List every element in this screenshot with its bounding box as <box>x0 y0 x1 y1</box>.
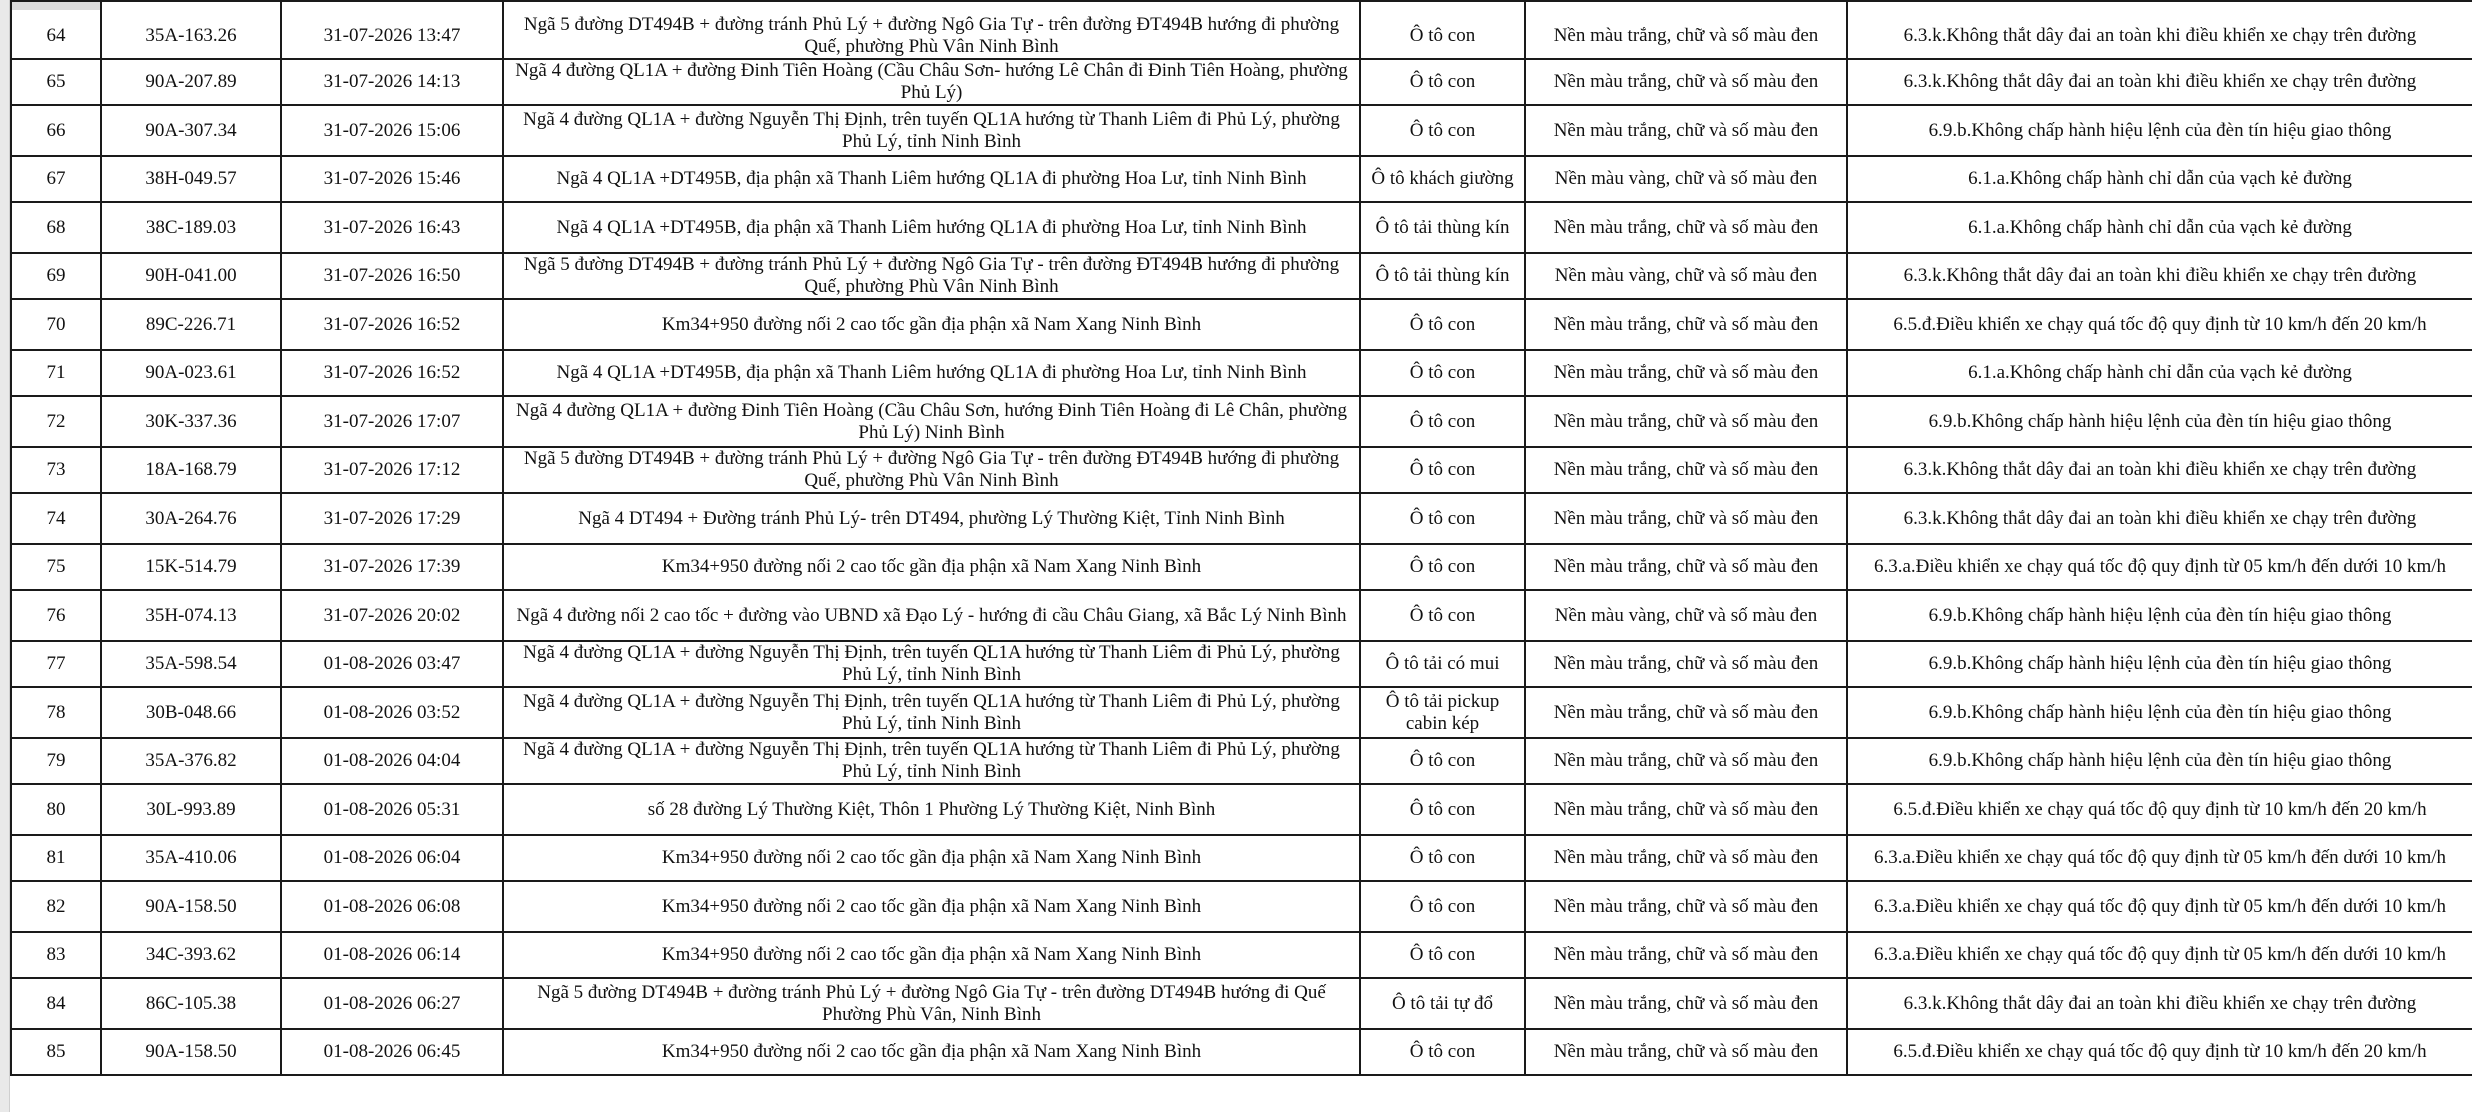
cell-plate-number[interactable]: 89C-226.71 <box>101 299 281 350</box>
cell-violation-time[interactable]: 01-08-2026 06:45 <box>281 1029 503 1075</box>
cell-violation-time[interactable]: 01-08-2026 06:14 <box>281 932 503 978</box>
violations-table <box>10 0 2472 1076</box>
cell-violation[interactable]: 6.9.b.Không chấp hành hiệu lệnh của đèn tín hiệu giao thông <box>1847 687 2472 738</box>
cell-stt[interactable]: 81 <box>11 835 101 881</box>
cell-plate-color[interactable]: Nền màu trắng, chữ và số màu đen <box>1525 641 1847 687</box>
cell-vehicle-type[interactable]: Ô tô con <box>1360 932 1525 978</box>
table-row[interactable] <box>11 784 2472 835</box>
table-row[interactable] <box>11 202 2472 253</box>
cell-vehicle-type[interactable]: Ô tô con <box>1360 299 1525 350</box>
table-body <box>11 1 2472 1075</box>
cell-vehicle-type[interactable]: Ô tô con <box>1360 447 1525 493</box>
cell-stt[interactable]: 84 <box>11 978 101 1029</box>
cell-plate-color[interactable]: Nền màu trắng, chữ và số màu đen <box>1525 299 1847 350</box>
cell-location[interactable]: Ngã 4 QL1A +DT495B, địa phận xã Thanh Liêm hướng QL1A đi phường Hoa Lư, tỉnh Ninh Bình <box>503 202 1360 253</box>
table-row[interactable] <box>11 835 2472 881</box>
cell-violation[interactable]: 6.9.b.Không chấp hành hiệu lệnh của đèn tín hiệu giao thông <box>1847 641 2472 687</box>
cell-location[interactable]: Ngã 4 đường QL1A + đường Đinh Tiên Hoàng (Cầu Châu Sơn- hướng Lê Chân đi Đinh Tiên Hoàng, phường Phủ Lý) <box>503 59 1360 105</box>
cell-stt[interactable]: 64 <box>11 1 101 59</box>
cell-violation[interactable]: 6.1.a.Không chấp hành chỉ dẫn của vạch kẻ đường <box>1847 350 2472 396</box>
table-row[interactable] <box>11 544 2472 590</box>
cell-vehicle-type[interactable]: Ô tô con <box>1360 493 1525 544</box>
cell-stt[interactable]: 76 <box>11 590 101 641</box>
cell-violation[interactable]: 6.3.k.Không thắt dây đai an toàn khi điều khiển xe chạy trên đường <box>1847 978 2472 1029</box>
cell-plate-number[interactable]: 30B-048.66 <box>101 687 281 738</box>
cell-location[interactable]: Ngã 4 DT494 + Đường tránh Phủ Lý- trên DT494, phường Lý Thường Kiệt, Tỉnh Ninh Bình <box>503 493 1360 544</box>
table-row[interactable] <box>11 641 2472 687</box>
cell-violation[interactable]: 6.9.b.Không chấp hành hiệu lệnh của đèn tín hiệu giao thông <box>1847 396 2472 447</box>
cell-vehicle-type[interactable]: Ô tô tải thùng kín <box>1360 253 1525 299</box>
cell-plate-number[interactable]: 35A-163.26 <box>101 1 281 59</box>
cell-plate-color[interactable]: Nền màu trắng, chữ và số màu đen <box>1525 978 1847 1029</box>
cell-stt[interactable]: 70 <box>11 299 101 350</box>
cell-violation-time[interactable]: 01-08-2026 03:47 <box>281 641 503 687</box>
cell-location[interactable]: số 28 đường Lý Thường Kiệt, Thôn 1 Phường Lý Thường Kiệt, Ninh Bình <box>503 784 1360 835</box>
cell-location[interactable]: Ngã 5 đường DT494B + đường tránh Phủ Lý + đường Ngô Gia Tự - trên đường ĐT494B hướng đi phường Quế, phường Phù Vân Ninh Bình <box>503 1 1360 59</box>
cell-stt[interactable]: 69 <box>11 253 101 299</box>
cell-violation[interactable]: 6.3.a.Điều khiển xe chạy quá tốc độ quy định từ 05 km/h đến dưới 10 km/h <box>1847 835 2472 881</box>
cell-location[interactable]: Km34+950 đường nối 2 cao tốc gần địa phận xã Nam Xang Ninh Bình <box>503 881 1360 932</box>
cell-location[interactable]: Ngã 4 QL1A +DT495B, địa phận xã Thanh Liêm hướng QL1A đi phường Hoa Lư, tỉnh Ninh Bình <box>503 156 1360 202</box>
cell-violation[interactable]: 6.5.đ.Điều khiển xe chạy quá tốc độ quy định từ 10 km/h đến 20 km/h <box>1847 299 2472 350</box>
table-row[interactable] <box>11 590 2472 641</box>
cell-location[interactable]: Km34+950 đường nối 2 cao tốc gần địa phận xã Nam Xang Ninh Bình <box>503 932 1360 978</box>
page-edge <box>2472 0 2486 1112</box>
cell-vehicle-type[interactable]: Ô tô khách giường <box>1360 156 1525 202</box>
cell-stt[interactable]: 73 <box>11 447 101 493</box>
cell-plate-color[interactable]: Nền màu vàng, chữ và số màu đen <box>1525 156 1847 202</box>
cell-location[interactable]: Ngã 4 đường QL1A + đường Đinh Tiên Hoàng (Cầu Châu Sơn, hướng Đinh Tiên Hoàng đi Lê Chân, phường Phủ Lý) Ninh Bình <box>503 396 1360 447</box>
cell-vehicle-type[interactable]: Ô tô con <box>1360 1029 1525 1075</box>
table-row[interactable] <box>11 493 2472 544</box>
cell-violation[interactable]: 6.3.k.Không thắt dây đai an toàn khi điều khiển xe chạy trên đường <box>1847 493 2472 544</box>
cell-violation[interactable]: 6.3.k.Không thắt dây đai an toàn khi điều khiển xe chạy trên đường <box>1847 1 2472 59</box>
table-row[interactable] <box>11 932 2472 978</box>
cell-violation[interactable]: 6.5.đ.Điều khiển xe chạy quá tốc độ quy định từ 10 km/h đến 20 km/h <box>1847 784 2472 835</box>
cell-vehicle-type[interactable]: Ô tô con <box>1360 738 1525 784</box>
cell-stt[interactable]: 83 <box>11 932 101 978</box>
cell-plate-number[interactable]: 35H-074.13 <box>101 590 281 641</box>
cell-plate-number[interactable]: 35A-376.82 <box>101 738 281 784</box>
cell-violation[interactable]: 6.9.b.Không chấp hành hiệu lệnh của đèn tín hiệu giao thông <box>1847 105 2472 156</box>
cell-violation-time[interactable]: 31-07-2026 16:52 <box>281 299 503 350</box>
cell-violation-time[interactable]: 01-08-2026 03:52 <box>281 687 503 738</box>
cell-plate-color[interactable]: Nền màu vàng, chữ và số màu đen <box>1525 590 1847 641</box>
cell-plate-number[interactable]: 30K-337.36 <box>101 396 281 447</box>
cell-violation[interactable]: 6.9.b.Không chấp hành hiệu lệnh của đèn tín hiệu giao thông <box>1847 738 2472 784</box>
cell-violation[interactable]: 6.3.a.Điều khiển xe chạy quá tốc độ quy định từ 05 km/h đến dưới 10 km/h <box>1847 932 2472 978</box>
table-row[interactable] <box>11 881 2472 932</box>
cell-plate-color[interactable]: Nền màu trắng, chữ và số màu đen <box>1525 687 1847 738</box>
cell-vehicle-type[interactable]: Ô tô con <box>1360 835 1525 881</box>
cell-stt[interactable]: 74 <box>11 493 101 544</box>
cell-location[interactable]: Ngã 4 QL1A +DT495B, địa phận xã Thanh Liêm hướng QL1A đi phường Hoa Lư, tỉnh Ninh Bình <box>503 350 1360 396</box>
cell-violation-time[interactable]: 31-07-2026 17:29 <box>281 493 503 544</box>
cell-plate-number[interactable]: 90A-158.50 <box>101 1029 281 1075</box>
cell-plate-color[interactable]: Nền màu trắng, chữ và số màu đen <box>1525 396 1847 447</box>
cell-stt[interactable]: 78 <box>11 687 101 738</box>
table-row[interactable] <box>11 1 2472 59</box>
cell-location[interactable]: Ngã 4 đường QL1A + đường Nguyễn Thị Định, trên tuyến QL1A hướng từ Thanh Liêm đi Phủ Lý, phường Phủ Lý, tỉnh Ninh Bình <box>503 738 1360 784</box>
cell-plate-number[interactable]: 18A-168.79 <box>101 447 281 493</box>
cell-violation[interactable]: 6.3.k.Không thắt dây đai an toàn khi điều khiển xe chạy trên đường <box>1847 447 2472 493</box>
cell-violation-time[interactable]: 01-08-2026 04:04 <box>281 738 503 784</box>
cell-violation-time[interactable]: 31-07-2026 17:07 <box>281 396 503 447</box>
cell-plate-color[interactable]: Nền màu trắng, chữ và số màu đen <box>1525 105 1847 156</box>
cell-plate-number[interactable]: 90A-158.50 <box>101 881 281 932</box>
cell-plate-number[interactable]: 15K-514.79 <box>101 544 281 590</box>
cell-stt[interactable]: 80 <box>11 784 101 835</box>
cell-location[interactable]: Ngã 5 đường DT494B + đường tránh Phủ Lý + đường Ngô Gia Tự - trên đường ĐT494B hướng đi phường Quế, phường Phù Vân Ninh Bình <box>503 253 1360 299</box>
cell-location[interactable]: Ngã 4 đường QL1A + đường Nguyễn Thị Định, trên tuyến QL1A hướng từ Thanh Liêm đi Phủ Lý, phường Phủ Lý, tỉnh Ninh Bình <box>503 105 1360 156</box>
cell-plate-color[interactable]: Nền màu vàng, chữ và số màu đen <box>1525 253 1847 299</box>
cell-location[interactable]: Ngã 5 đường DT494B + đường tránh Phủ Lý + đường Ngô Gia Tự - trên đường DT494B hướng đi Quế Phường Phù Vân, Ninh Bình <box>503 978 1360 1029</box>
cell-location[interactable]: Ngã 4 đường QL1A + đường Nguyễn Thị Định, trên tuyến QL1A hướng từ Thanh Liêm đi Phủ Lý, phường Phủ Lý, tỉnh Ninh Bình <box>503 687 1360 738</box>
cell-violation-time[interactable]: 31-07-2026 17:12 <box>281 447 503 493</box>
table-row[interactable] <box>11 396 2472 447</box>
cell-plate-number[interactable]: 30A-264.76 <box>101 493 281 544</box>
cell-violation-time[interactable]: 31-07-2026 15:46 <box>281 156 503 202</box>
cell-stt[interactable]: 71 <box>11 350 101 396</box>
cell-violation-time[interactable]: 01-08-2026 06:08 <box>281 881 503 932</box>
cell-plate-color[interactable]: Nền màu trắng, chữ và số màu đen <box>1525 1029 1847 1075</box>
cell-violation[interactable]: 6.1.a.Không chấp hành chỉ dẫn của vạch kẻ đường <box>1847 202 2472 253</box>
cell-plate-color[interactable]: Nền màu trắng, chữ và số màu đen <box>1525 784 1847 835</box>
cell-plate-number[interactable]: 35A-410.06 <box>101 835 281 881</box>
cell-violation-time[interactable]: 31-07-2026 14:13 <box>281 59 503 105</box>
cell-plate-color[interactable]: Nền màu trắng, chữ và số màu đen <box>1525 493 1847 544</box>
cell-plate-color[interactable]: Nền màu trắng, chữ và số màu đen <box>1525 738 1847 784</box>
cell-vehicle-type[interactable]: Ô tô con <box>1360 544 1525 590</box>
cell-stt[interactable]: 66 <box>11 105 101 156</box>
table-row[interactable] <box>11 350 2472 396</box>
cell-vehicle-type[interactable]: Ô tô tải tự đổ <box>1360 978 1525 1029</box>
cell-vehicle-type[interactable]: Ô tô con <box>1360 590 1525 641</box>
cell-violation-time[interactable]: 31-07-2026 15:06 <box>281 105 503 156</box>
cell-location[interactable]: Ngã 4 đường nối 2 cao tốc + đường vào UBND xã Đạo Lý - hướng đi cầu Châu Giang, xã Bắc Lý Ninh Bình <box>503 590 1360 641</box>
cell-stt[interactable]: 82 <box>11 881 101 932</box>
cell-stt[interactable]: 65 <box>11 59 101 105</box>
cell-violation[interactable]: 6.9.b.Không chấp hành hiệu lệnh của đèn tín hiệu giao thông <box>1847 590 2472 641</box>
cell-violation-time[interactable]: 31-07-2026 16:52 <box>281 350 503 396</box>
cell-plate-color[interactable]: Nền màu trắng, chữ và số màu đen <box>1525 447 1847 493</box>
cell-plate-number[interactable]: 90H-041.00 <box>101 253 281 299</box>
table-row[interactable] <box>11 1029 2472 1075</box>
cell-location[interactable]: Km34+950 đường nối 2 cao tốc gần địa phận xã Nam Xang Ninh Bình <box>503 835 1360 881</box>
cell-stt[interactable]: 85 <box>11 1029 101 1075</box>
table-row[interactable] <box>11 299 2472 350</box>
cell-stt[interactable]: 67 <box>11 156 101 202</box>
cell-vehicle-type[interactable]: Ô tô con <box>1360 1 1525 59</box>
table-row[interactable] <box>11 447 2472 493</box>
cell-plate-color[interactable]: Nền màu trắng, chữ và số màu đen <box>1525 350 1847 396</box>
cell-vehicle-type[interactable]: Ô tô con <box>1360 105 1525 156</box>
cell-plate-number[interactable]: 38C-189.03 <box>101 202 281 253</box>
cell-vehicle-type[interactable]: Ô tô con <box>1360 350 1525 396</box>
cell-location[interactable]: Ngã 4 đường QL1A + đường Nguyễn Thị Định, trên tuyến QL1A hướng từ Thanh Liêm đi Phủ Lý, phường Phủ Lý, tỉnh Ninh Bình <box>503 641 1360 687</box>
cell-violation[interactable]: 6.1.a.Không chấp hành chỉ dẫn của vạch kẻ đường <box>1847 156 2472 202</box>
table-row[interactable] <box>11 978 2472 1029</box>
cell-stt[interactable]: 75 <box>11 544 101 590</box>
cell-plate-number[interactable]: 35A-598.54 <box>101 641 281 687</box>
cell-violation[interactable]: 6.3.k.Không thắt dây đai an toàn khi điều khiển xe chạy trên đường <box>1847 59 2472 105</box>
row-header-gutter <box>0 0 10 1112</box>
table-row[interactable] <box>11 687 2472 738</box>
cell-plate-number[interactable]: 90A-307.34 <box>101 105 281 156</box>
cell-plate-color[interactable]: Nền màu trắng, chữ và số màu đen <box>1525 835 1847 881</box>
cell-vehicle-type[interactable]: Ô tô tải pickup cabin kép <box>1360 687 1525 738</box>
cell-vehicle-type[interactable]: Ô tô con <box>1360 59 1525 105</box>
cell-vehicle-type[interactable]: Ô tô con <box>1360 396 1525 447</box>
cell-plate-number[interactable]: 90A-023.61 <box>101 350 281 396</box>
cell-location[interactable]: Ngã 5 đường DT494B + đường tránh Phủ Lý + đường Ngô Gia Tự - trên đường ĐT494B hướng đi phường Quế, phường Phù Vân Ninh Bình <box>503 447 1360 493</box>
cell-violation[interactable]: 6.5.đ.Điều khiển xe chạy quá tốc độ quy định từ 10 km/h đến 20 km/h <box>1847 1029 2472 1075</box>
cell-violation-time[interactable]: 31-07-2026 16:50 <box>281 253 503 299</box>
table-row[interactable] <box>11 253 2472 299</box>
cell-plate-number[interactable]: 34C-393.62 <box>101 932 281 978</box>
cell-violation-time[interactable]: 01-08-2026 05:31 <box>281 784 503 835</box>
cell-violation-time[interactable]: 31-07-2026 17:39 <box>281 544 503 590</box>
cell-location[interactable]: Km34+950 đường nối 2 cao tốc gần địa phận xã Nam Xang Ninh Bình <box>503 1029 1360 1075</box>
cell-plate-color[interactable]: Nền màu trắng, chữ và số màu đen <box>1525 544 1847 590</box>
cell-violation-time[interactable]: 31-07-2026 16:43 <box>281 202 503 253</box>
cell-stt[interactable]: 68 <box>11 202 101 253</box>
cell-plate-color[interactable]: Nền màu trắng, chữ và số màu đen <box>1525 881 1847 932</box>
cell-violation[interactable]: 6.3.a.Điều khiển xe chạy quá tốc độ quy định từ 05 km/h đến dưới 10 km/h <box>1847 881 2472 932</box>
cell-violation-time[interactable]: 31-07-2026 20:02 <box>281 590 503 641</box>
cell-plate-color[interactable]: Nền màu trắng, chữ và số màu đen <box>1525 1 1847 59</box>
cell-plate-color[interactable]: Nền màu trắng, chữ và số màu đen <box>1525 932 1847 978</box>
cell-stt[interactable]: 77 <box>11 641 101 687</box>
cell-vehicle-type[interactable]: Ô tô con <box>1360 881 1525 932</box>
cell-stt[interactable]: 79 <box>11 738 101 784</box>
table-row[interactable] <box>11 105 2472 156</box>
table-row[interactable] <box>11 738 2472 784</box>
cell-vehicle-type[interactable]: Ô tô tải có mui <box>1360 641 1525 687</box>
cell-location[interactable]: Km34+950 đường nối 2 cao tốc gần địa phận xã Nam Xang Ninh Bình <box>503 299 1360 350</box>
cell-plate-number[interactable]: 38H-049.57 <box>101 156 281 202</box>
cell-violation[interactable]: 6.3.k.Không thắt dây đai an toàn khi điều khiển xe chạy trên đường <box>1847 253 2472 299</box>
cell-vehicle-type[interactable]: Ô tô con <box>1360 784 1525 835</box>
cell-violation-time[interactable]: 01-08-2026 06:04 <box>281 835 503 881</box>
cell-location[interactable]: Km34+950 đường nối 2 cao tốc gần địa phận xã Nam Xang Ninh Bình <box>503 544 1360 590</box>
cell-plate-number[interactable]: 30L-993.89 <box>101 784 281 835</box>
cell-stt[interactable]: 72 <box>11 396 101 447</box>
cell-plate-color[interactable]: Nền màu trắng, chữ và số màu đen <box>1525 59 1847 105</box>
cell-plate-number[interactable]: 86C-105.38 <box>101 978 281 1029</box>
cell-plate-number[interactable]: 90A-207.89 <box>101 59 281 105</box>
cell-vehicle-type[interactable]: Ô tô tải thùng kín <box>1360 202 1525 253</box>
table-row[interactable] <box>11 59 2472 105</box>
cell-violation-time[interactable]: 01-08-2026 06:27 <box>281 978 503 1029</box>
cell-plate-color[interactable]: Nền màu trắng, chữ và số màu đen <box>1525 202 1847 253</box>
cell-violation[interactable]: 6.3.a.Điều khiển xe chạy quá tốc độ quy định từ 05 km/h đến dưới 10 km/h <box>1847 544 2472 590</box>
table-row[interactable] <box>11 156 2472 202</box>
cell-violation-time[interactable]: 31-07-2026 13:47 <box>281 1 503 59</box>
